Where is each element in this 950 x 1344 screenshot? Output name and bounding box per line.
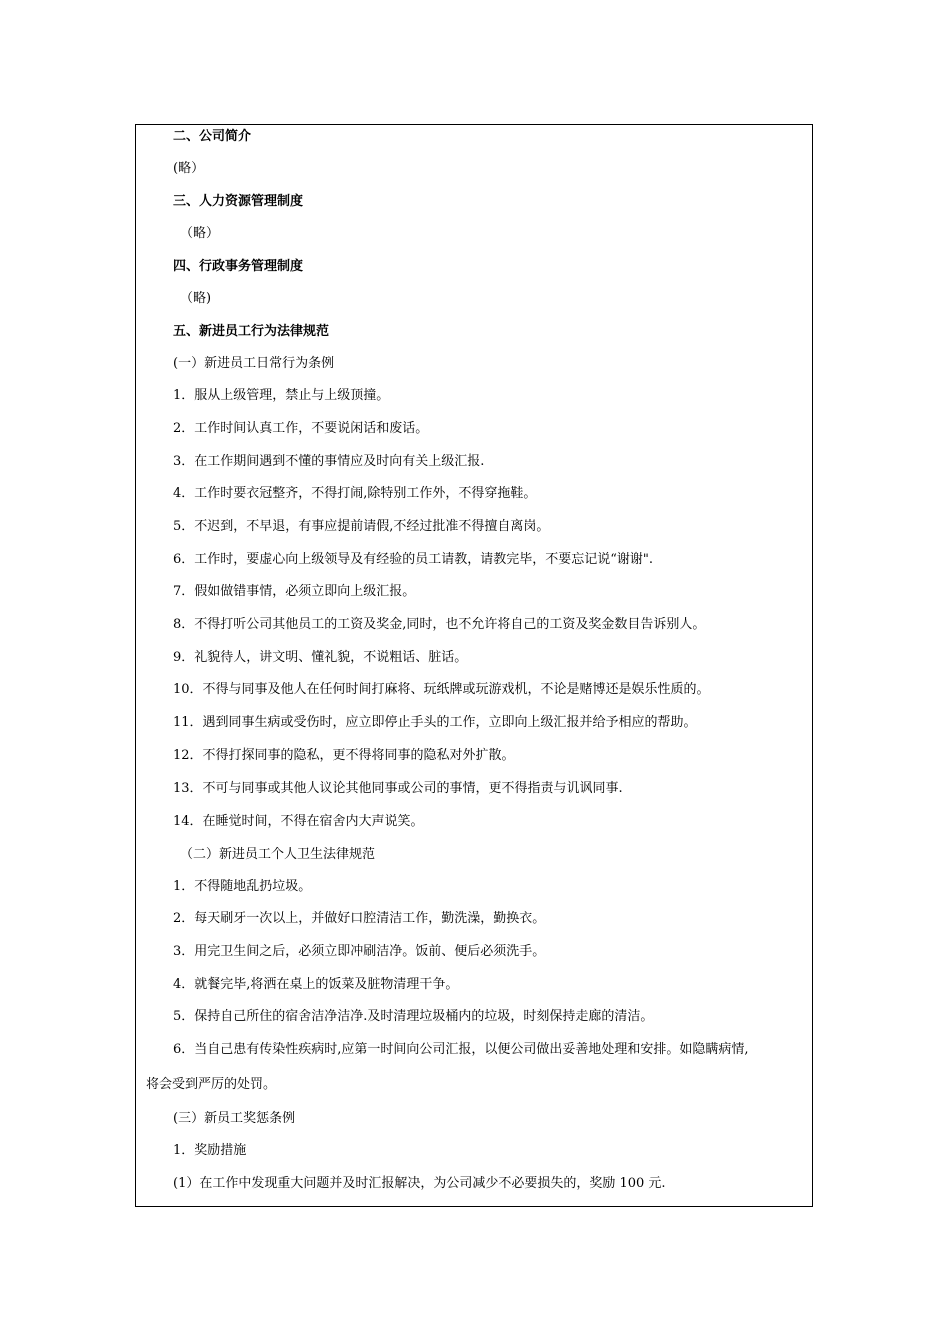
heading-admin-policy: 四、行政事务管理制度: [173, 259, 304, 274]
daily-rule-item: 10．不得与同事及他人在任何时间打麻将、玩纸牌或玩游戏机，不论是赌博还是娱乐性质的。: [173, 682, 710, 697]
heading-conduct: 五、新进员工行为法律规范: [173, 324, 330, 339]
daily-rule-item: 12．不得打探同事的隐私，更不得将同事的隐私对外扩散。: [173, 748, 515, 763]
hr-policy-body: （略）: [180, 226, 220, 241]
daily-rule-item: 11．遇到同事生病或受伤时，应立即停止手头的工作，立即向上级汇报并给予相应的帮助。: [173, 715, 697, 730]
daily-rule-item: 4．工作时要衣冠整齐，不得打闹,除特别工作外，不得穿拖鞋。: [173, 486, 537, 501]
reward-sub-title: 1．奖励措施: [173, 1143, 247, 1158]
hygiene-rule-item: 1．不得随地乱扔垃圾。: [173, 879, 312, 894]
hygiene-rules-title: （二）新进员工个人卫生法律规范: [180, 847, 376, 862]
daily-rule-item: 13．不可与同事或其他人议论其他同事或公司的事情，更不得指责与讥讽同事.: [173, 781, 623, 796]
daily-rules-title: (一）新进员工日常行为条例: [173, 356, 335, 371]
reward-rules-title: (三）新员工奖惩条例: [173, 1111, 296, 1126]
daily-rule-item: 2．工作时间认真工作，不要说闲话和废话。: [173, 421, 429, 436]
hygiene-rule-item: 6．当自己患有传染性疾病时,应第一时间向公司汇报，以便公司做出妥善地处理和安排。如隐瞒病情,: [173, 1042, 749, 1057]
hygiene-rule-item: 2．每天刷牙一次以上，并做好口腔清洁工作，勤洗澡，勤换衣。: [173, 911, 546, 926]
company-intro-body: (略）: [173, 161, 205, 176]
daily-rule-item: 7．假如做错事情，必须立即向上级汇报。: [173, 584, 416, 599]
reward-rule-item: (1）在工作中发现重大问题并及时汇报解决，为公司减少不必要损失的，奖励 100 元.: [173, 1176, 666, 1191]
daily-rule-item: 1．服从上级管理，禁止与上级顶撞。: [173, 388, 390, 403]
hygiene-rule-item-continued: 将会受到严厉的处罚。: [146, 1077, 277, 1092]
daily-rule-item: 5．不迟到，不早退，有事应提前请假,不经过批准不得擅自离岗。: [173, 519, 550, 534]
hygiene-rule-item: 3．用完卫生间之后，必须立即冲刷洁净。饭前、便后必须洗手。: [173, 944, 546, 959]
daily-rule-item: 8．不得打听公司其他员工的工资及奖金,同时，也不允许将自己的工资及奖金数目告诉别人。: [173, 617, 706, 632]
daily-rule-item: 3．在工作期间遇到不懂的事情应及时向有关上级汇报.: [173, 454, 485, 469]
heading-hr-policy: 三、人力资源管理制度: [173, 194, 304, 209]
heading-company-intro: 二、公司简介: [173, 129, 252, 144]
daily-rule-item: 14．在睡觉时间，不得在宿舍内大声说笑。: [173, 814, 424, 829]
hygiene-rule-item: 4．就餐完毕,将洒在桌上的饭菜及脏物清理干争。: [173, 977, 459, 992]
daily-rule-item: 6．工作时，要虚心向上级领导及有经验的员工请教，请教完毕，不要忘记说“谢谢".: [173, 552, 654, 567]
daily-rule-item: 9．礼貌待人，讲文明、懂礼貌，不说粗话、脏话。: [173, 650, 468, 665]
admin-policy-body: （略): [180, 291, 212, 306]
hygiene-rule-item: 5．保持自己所住的宿舍洁净洁净.及时清理垃圾桶内的垃圾，时刻保持走廊的清洁。: [173, 1009, 654, 1024]
